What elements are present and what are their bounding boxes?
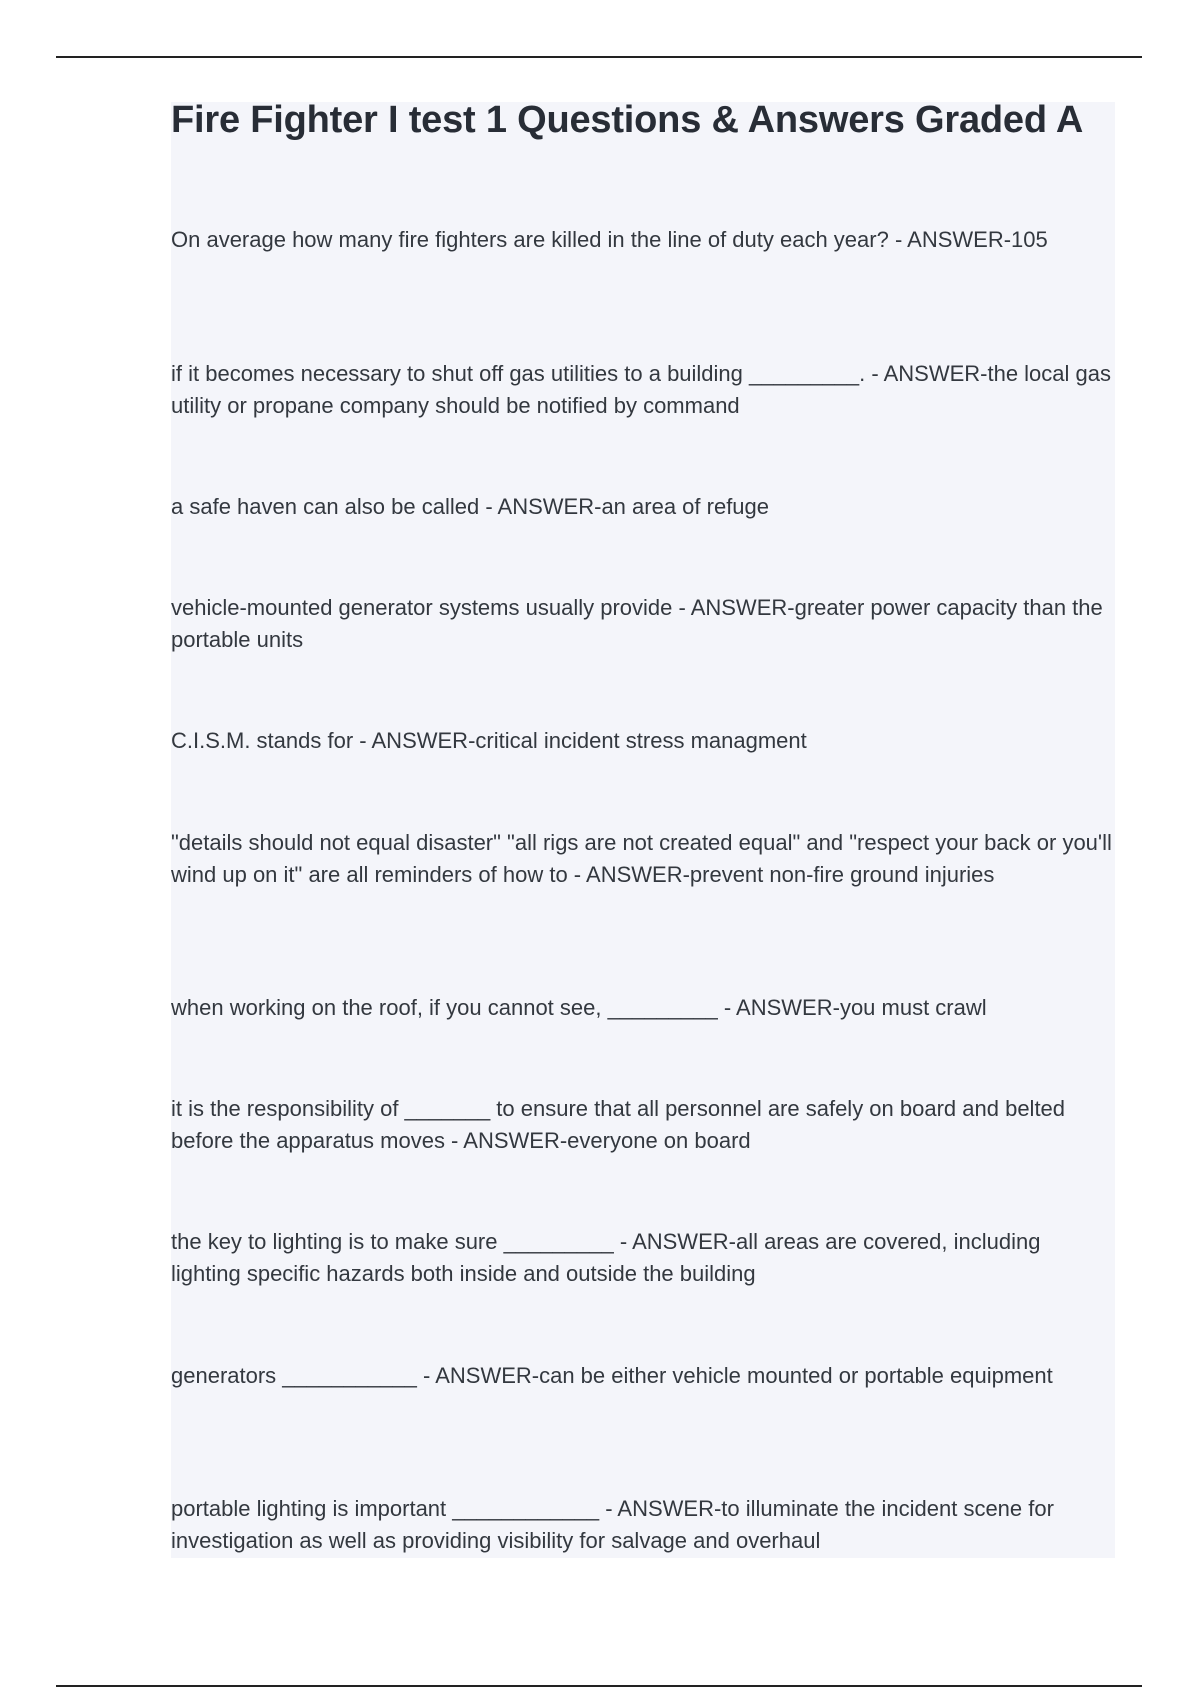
- qa-item-7: when working on the roof, if you cannot see, _________ - ANSWER-you must crawl: [171, 995, 987, 1020]
- qa-item-4: vehicle-mounted generator systems usually provide - ANSWER-greater power capacity than the portable units: [171, 595, 1103, 652]
- qa-item-6: "details should not equal disaster" "all rigs are not created equal" and "respect your back or you'll wind up on it" are all reminders of how to - ANSWER-prevent non-fire ground injuries: [171, 830, 1112, 887]
- qa-item-3: a safe haven can also be called - ANSWER-an area of refuge: [171, 494, 770, 519]
- qa-item-8: it is the responsibility of _______ to ensure that all personnel are safely on board and belted before the apparatus moves - ANSWER-everyone on board: [171, 1096, 1066, 1153]
- qa-item-9: the key to lighting is to make sure _________ - ANSWER-all areas are covered, including lighting specific hazards both inside and outside the building: [171, 1229, 1041, 1286]
- qa-item-11: portable lighting is important ____________ - ANSWER-to illuminate the incident scene for investigation as well as providing visibility for salvage and overhaul: [171, 1496, 1054, 1553]
- qa-item-2: if it becomes necessary to shut off gas utilities to a building _________. - ANSWER-the local gas utility or propane company should be notified by command: [171, 361, 1111, 418]
- qa-item-10: generators ___________ - ANSWER-can be either vehicle mounted or portable equipment: [171, 1363, 1053, 1388]
- top-rule: [56, 56, 1142, 58]
- bottom-rule: [56, 1685, 1142, 1687]
- document-title: Fire Fighter I test 1 Questions & Answers Graded A: [171, 99, 1084, 141]
- document-body: [171, 99, 1115, 1558]
- qa-item-1: On average how many fire fighters are killed in the line of duty each year? - ANSWER-105: [171, 227, 1048, 252]
- qa-item-5: C.I.S.M. stands for - ANSWER-critical incident stress managment: [171, 728, 807, 753]
